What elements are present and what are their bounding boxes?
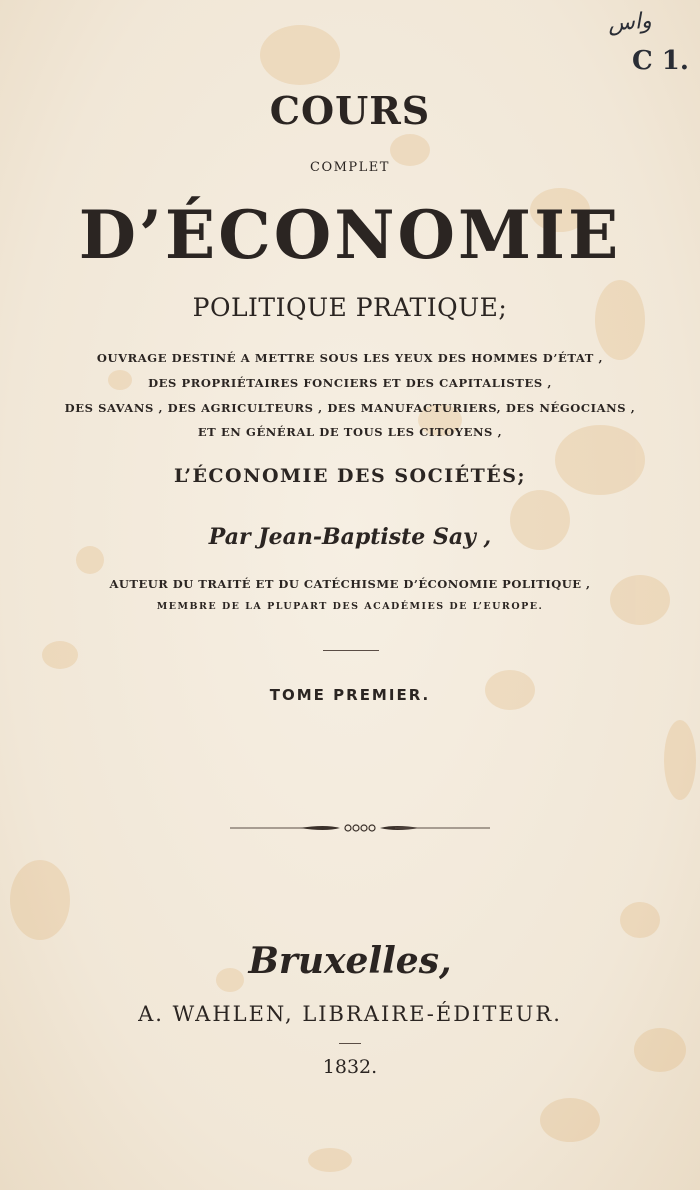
- handwritten-annotation-top: واس: [607, 8, 653, 37]
- title-complet: COMPLET: [310, 160, 390, 175]
- description-line-3: DES SAVANS , DES AGRICULTEURS , DES MANUFACTURIERS, DES NÉGOCIANS ,: [64, 401, 636, 415]
- imprint-city: Bruxelles,: [248, 940, 452, 982]
- subtitle: L’ÉCONOMIE DES SOCIÉTÉS;: [174, 465, 526, 487]
- description-line-1: OUVRAGE DESTINÉ A METTRE SOUS LES YEUX DES HOMMES D’ÉTAT ,: [96, 351, 604, 365]
- handwritten-shelfmark: C 1.: [632, 46, 689, 76]
- title-politique-pratique: POLITIQUE PRATIQUE;: [192, 293, 508, 322]
- imprint-rule: [339, 1043, 361, 1044]
- author-membership: MEMBRE DE LA PLUPART DES ACADÉMIES DE L’EUROPE.: [156, 601, 544, 612]
- divider-rule: [323, 650, 379, 651]
- volume-label: TOME PREMIER.: [269, 686, 431, 704]
- description-line-4: ET EN GÉNÉRAL DE TOUS LES CITOYENS ,: [197, 425, 503, 439]
- imprint-year: 1832.: [322, 1056, 378, 1078]
- author-byline: Par Jean-Baptiste Say ,: [208, 524, 492, 550]
- ornament-rule: [230, 820, 490, 836]
- author-credit: AUTEUR DU TRAITÉ ET DU CATÉCHISME D’ÉCONOMIE POLITIQUE ,: [109, 577, 591, 591]
- title-economie: D’ÉCONOMIE: [78, 196, 622, 274]
- title-cours: COURS: [269, 88, 431, 133]
- imprint-publisher: A. WAHLEN, LIBRAIRE-ÉDITEUR.: [138, 1002, 562, 1026]
- description-line-2: DES PROPRIÉTAIRES FONCIERS ET DES CAPITALISTES ,: [148, 376, 552, 390]
